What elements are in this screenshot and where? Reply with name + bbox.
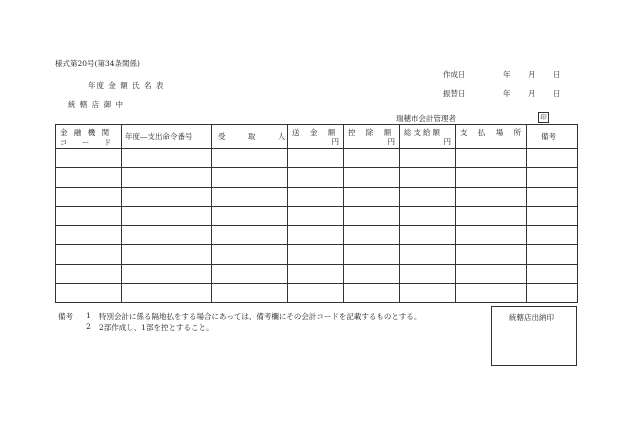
table-cell [122,264,212,283]
seal-mark: 印 [538,112,549,123]
table-cell [400,206,456,225]
table-cell [456,206,527,225]
table-cell [344,168,400,187]
table-cell [527,206,578,225]
table-row [56,245,578,264]
table-cell [527,168,578,187]
table-cell [288,168,344,187]
table-cell [344,226,400,245]
table-cell [400,284,456,303]
note-2-number: 2 [86,322,91,331]
table-cell [288,245,344,264]
table-cell [212,149,288,168]
transfer-day: 日 [553,89,561,98]
table-cell [288,284,344,303]
table-cell [56,187,122,206]
table-cell [122,149,212,168]
table-cell [527,187,578,206]
transfer-year: 年 [503,89,511,98]
table-cell [122,284,212,303]
note-1-text: 特別会計に係る隔地払をする場合にあっては、備考欄にその会計コードを記載するものとする。 [99,312,422,321]
table-cell [344,187,400,206]
accounting-manager: 瑞穂市会計管理者 [396,114,456,123]
table-cell [122,226,212,245]
table-cell [212,187,288,206]
created-year: 年 [503,70,511,79]
table-cell [456,149,527,168]
table-cell [527,284,578,303]
table-cell [56,245,122,264]
table-row [56,206,578,225]
table-cell [288,226,344,245]
stamp-box [491,306,577,366]
table-cell [344,264,400,283]
table-row [56,168,578,187]
addressee: 統 轄 店 御 中 [68,100,125,109]
table-cell [288,264,344,283]
table-cell [456,245,527,264]
table-cell [400,149,456,168]
table-row [56,284,578,303]
table-row [56,187,578,206]
header-bank-code: 金 融 機 関 コ ー ド [56,125,122,149]
table-cell [344,206,400,225]
transfer-month: 月 [528,89,536,98]
amount-table [55,124,578,303]
table-row [56,149,578,168]
table-cell [456,284,527,303]
table-cell [56,284,122,303]
table-cell [400,168,456,187]
transfer-date-label: 振替日 [443,89,466,98]
table-cell [56,206,122,225]
table-cell [122,187,212,206]
table-row [56,264,578,283]
form-title: 年度 金 額 氏 名 表 [88,81,165,90]
table-cell [212,226,288,245]
table-cell [288,149,344,168]
table-cell [400,226,456,245]
header-total-amount: 総支給額 円 [400,125,456,149]
table-cell [212,264,288,283]
table-cell [456,264,527,283]
stamp-box-label: 統轄店出納印 [509,313,554,322]
created-day: 日 [553,70,561,79]
table-cell [400,187,456,206]
table-cell [527,245,578,264]
header-deduct-amount: 控 除 額 円 [344,125,400,149]
table-cell [527,264,578,283]
header-recipient: 受 取 人 [212,125,288,149]
table-cell [212,168,288,187]
notes-heading: 備考 [58,312,73,321]
table-cell [122,245,212,264]
table-cell [344,245,400,264]
table-cell [344,149,400,168]
note-2-text: 2部作成し、1部を控とすること。 [99,323,214,332]
table-cell [400,264,456,283]
table-cell [56,168,122,187]
table-cell [456,226,527,245]
header-send-amount: 送 金 額 円 [288,125,344,149]
table-cell [122,168,212,187]
table-body [56,149,578,303]
table-cell [527,149,578,168]
table-cell [56,226,122,245]
table-cell [56,149,122,168]
note-1-number: 1 [86,311,91,320]
table-cell [122,206,212,225]
table-cell [212,245,288,264]
created-date-label: 作成日 [443,70,466,79]
table-cell [400,245,456,264]
table-cell [212,206,288,225]
header-payment-place: 支 払 場 所 [456,125,527,149]
form-number: 様式第20号(第34条関係) [55,59,140,68]
table-cell [344,284,400,303]
header-order-number: 年度―支出命令番号 [122,125,212,149]
table-row [56,226,578,245]
table-cell [288,187,344,206]
created-month: 月 [528,70,536,79]
table-cell [527,226,578,245]
table-cell [288,206,344,225]
table-cell [456,187,527,206]
table-cell [212,284,288,303]
header-remarks: 備考 [527,125,578,149]
table-cell [456,168,527,187]
table-cell [56,264,122,283]
